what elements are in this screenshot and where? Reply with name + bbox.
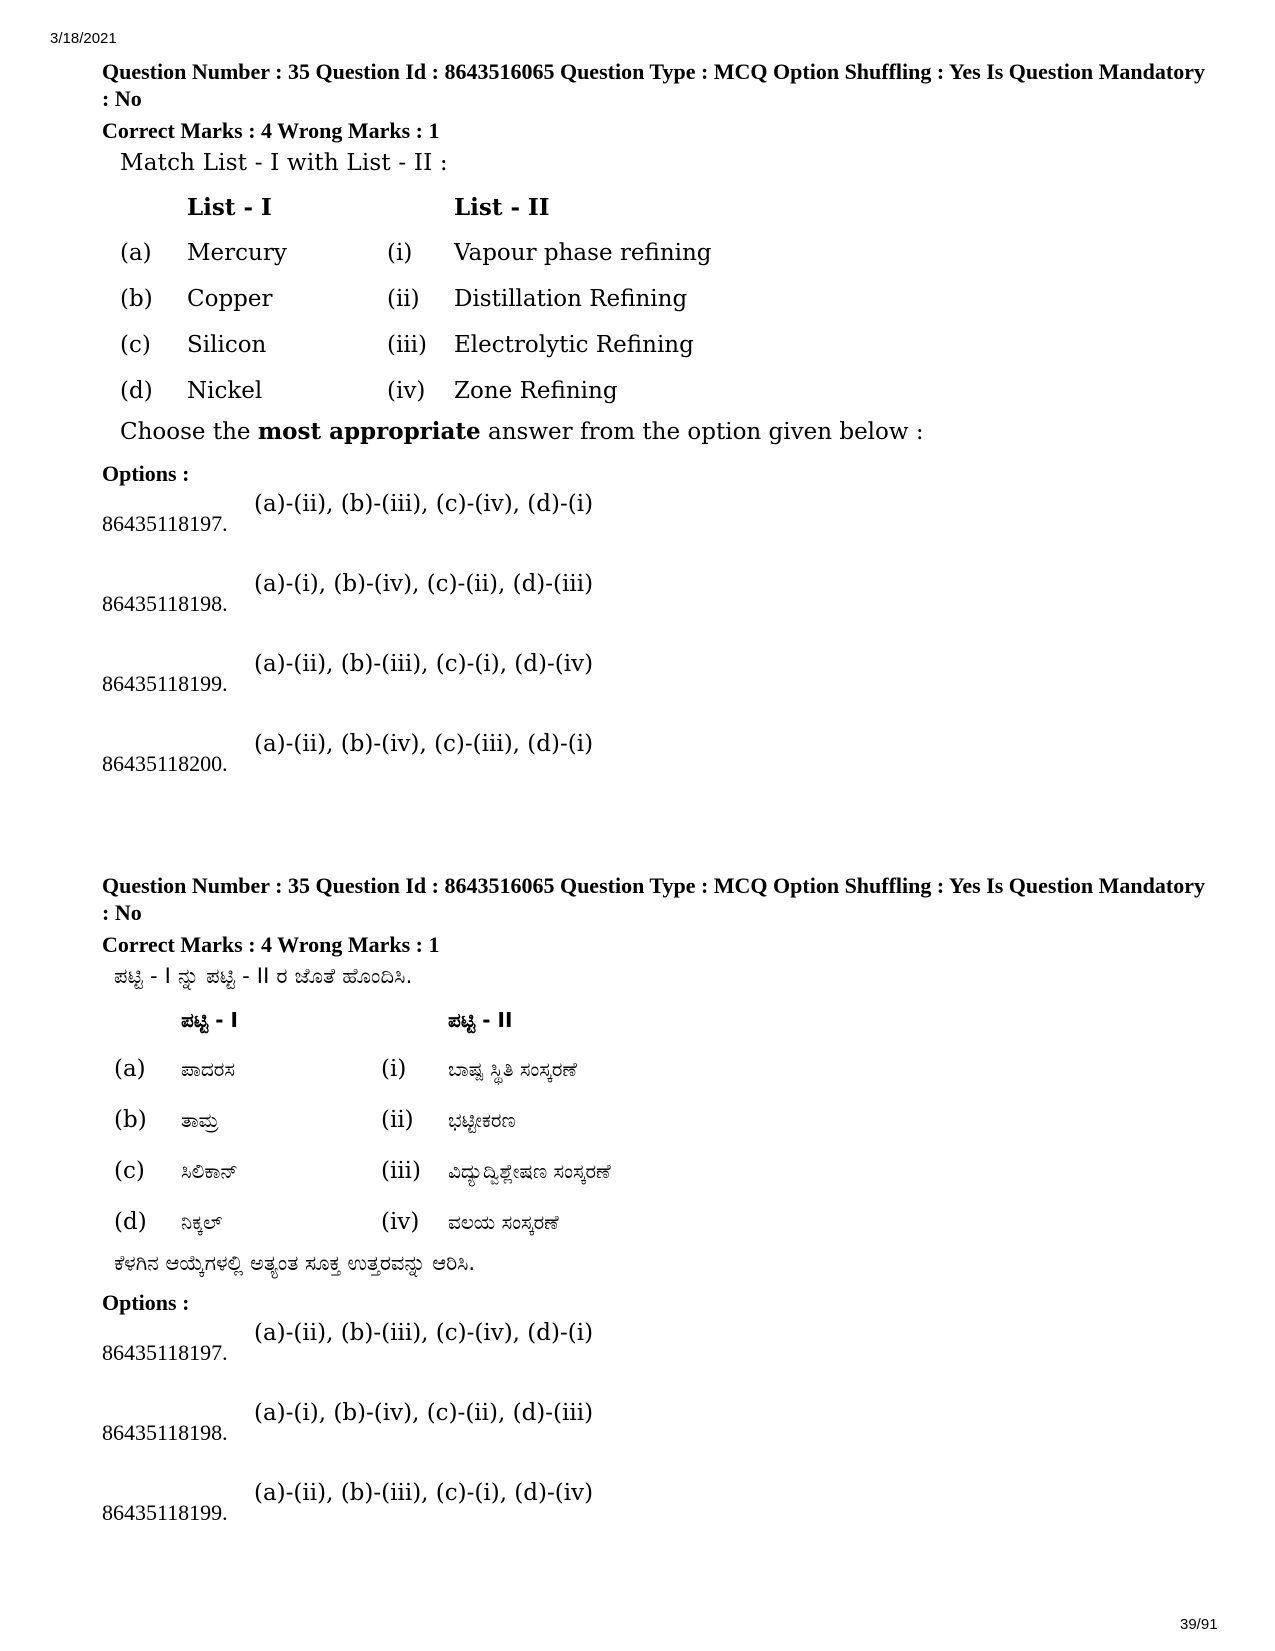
option-text: (a)-(i), (b)-(iv), (c)-(ii), (d)-(iii)	[254, 1400, 594, 1426]
option-text: (a)-(i), (b)-(iv), (c)-(ii), (d)-(iii)	[254, 571, 594, 597]
row-item: Vapour phase refining	[454, 240, 712, 266]
choose-text-post: answer from the option given below :	[480, 419, 924, 445]
row-item: ಭಟ್ಟೀಕರಣ	[448, 1107, 516, 1132]
option-id: 86435118198.	[102, 591, 228, 616]
option-id: 86435118197.	[102, 1340, 228, 1365]
options-label: Options :	[102, 461, 190, 486]
option-id: 86435118200.	[102, 751, 228, 776]
choose-text-pre: Choose the	[120, 419, 258, 445]
option-item	[102, 1476, 1212, 1556]
row-item: ತಾಮ್ರ	[181, 1107, 219, 1132]
option-item	[102, 1316, 1212, 1396]
choose-instruction: ಕೆಳಗಿನ ಆಯ್ಕೆಗಳಲ್ಲಿ ಅತ್ಯಂತ ಸೂಕ್ತ ಉತ್ತರವನ್ನು ಆರಿಸಿ.	[114, 1251, 476, 1275]
row-item: ಬಾಷ್ಪ ಸ್ಥಿತಿ ಸಂಸ್ಕರಣೆ	[448, 1056, 577, 1081]
row-key: (ii)	[381, 1106, 414, 1133]
row-item: Mercury	[187, 240, 287, 266]
question-instruction: Match List - I with List - II :	[120, 150, 448, 176]
row-item: Copper	[187, 286, 273, 312]
option-id: 86435118198.	[102, 1420, 228, 1445]
option-id: 86435118197.	[102, 511, 228, 536]
table-row	[114, 1043, 611, 1094]
row-key: (a)	[114, 1055, 146, 1082]
print-date: 3/18/2021	[50, 30, 117, 47]
question-header: Question Number : 35 Question Id : 8643516065 Question Type : MCQ Option Shuffling : Yes Is Question Mandatory : No	[102, 873, 1205, 925]
row-key: (c)	[120, 332, 151, 358]
option-text: (a)-(ii), (b)-(iii), (c)-(iv), (d)-(i)	[254, 491, 594, 517]
row-item: Distillation Refining	[454, 286, 688, 312]
row-key: (c)	[114, 1157, 145, 1184]
option-text: (a)-(ii), (b)-(iii), (c)-(i), (d)-(iv)	[254, 1480, 594, 1506]
row-key: (d)	[120, 378, 153, 404]
list-1-title: ಪಟ್ಟಿ - I	[181, 1008, 238, 1032]
row-key: (d)	[114, 1208, 147, 1235]
option-id: 86435118199.	[102, 671, 228, 696]
row-key: (b)	[114, 1106, 147, 1133]
row-item: Electrolytic Refining	[454, 332, 694, 358]
option-text: (a)-(ii), (b)-(iii), (c)-(i), (d)-(iv)	[254, 651, 594, 677]
row-item: ಸಿಲಿಕಾನ್	[181, 1158, 239, 1183]
marks-line: Correct Marks : 4 Wrong Marks : 1	[102, 118, 440, 143]
list-1-title: List - I	[187, 193, 272, 221]
option-item	[102, 1396, 1212, 1476]
row-key: (iv)	[387, 378, 426, 404]
table-row	[114, 1094, 611, 1145]
table-row	[114, 1145, 611, 1196]
row-item: ಪಾದರಸ	[181, 1056, 235, 1081]
row-item: ವಲಯ ಸಂಸ್ಕರಣೆ	[448, 1209, 559, 1234]
option-id: 86435118199.	[102, 1500, 228, 1525]
option-item	[102, 647, 1212, 727]
list-2-title: ಪಟ್ಟಿ - II	[448, 1008, 513, 1032]
table-row	[120, 230, 712, 276]
table-row	[120, 368, 712, 414]
table-row	[114, 1196, 611, 1247]
row-key: (a)	[120, 240, 152, 266]
choose-instruction	[120, 418, 1212, 445]
row-item: ವಿದ್ಯುದ್ವಿಶ್ಲೇಷಣ ಸಂಸ್ಕರಣೆ	[448, 1158, 611, 1183]
row-key: (iv)	[381, 1208, 420, 1235]
option-item	[102, 727, 1212, 807]
table-row	[120, 322, 712, 368]
option-item	[102, 487, 1212, 567]
choose-text-bold: most appropriate	[257, 418, 481, 445]
row-item: Silicon	[187, 332, 267, 358]
table-row	[120, 276, 712, 322]
question-block-kannada	[102, 872, 1212, 1556]
question-block-english	[102, 58, 1212, 807]
row-key: (i)	[381, 1055, 407, 1082]
option-item	[102, 567, 1212, 647]
match-table	[114, 997, 611, 1247]
row-item: ನಿಕ್ಕಲ್	[181, 1209, 223, 1234]
match-table	[120, 184, 712, 414]
row-key: (b)	[120, 286, 153, 312]
row-key: (iii)	[381, 1157, 422, 1184]
question-instruction: ಪಟ್ಟಿ - I ನ್ನು ಪಟ್ಟಿ - II ರ ಜೊತೆ ಹೊಂದಿಸಿ.	[114, 964, 413, 988]
page-number: 39/91	[1180, 1616, 1218, 1633]
row-key: (ii)	[387, 286, 420, 312]
options-label: Options :	[102, 1290, 190, 1315]
option-text: (a)-(ii), (b)-(iii), (c)-(iv), (d)-(i)	[254, 1320, 594, 1346]
row-item: Nickel	[187, 378, 263, 404]
row-key: (i)	[387, 240, 413, 266]
list-2-title: List - II	[454, 193, 550, 221]
row-key: (iii)	[387, 332, 428, 358]
option-text: (a)-(ii), (b)-(iv), (c)-(iii), (d)-(i)	[254, 731, 594, 757]
question-header: Question Number : 35 Question Id : 8643516065 Question Type : MCQ Option Shuffling : Yes Is Question Mandatory : No	[102, 59, 1205, 111]
row-item: Zone Refining	[454, 378, 618, 404]
marks-line: Correct Marks : 4 Wrong Marks : 1	[102, 932, 440, 957]
